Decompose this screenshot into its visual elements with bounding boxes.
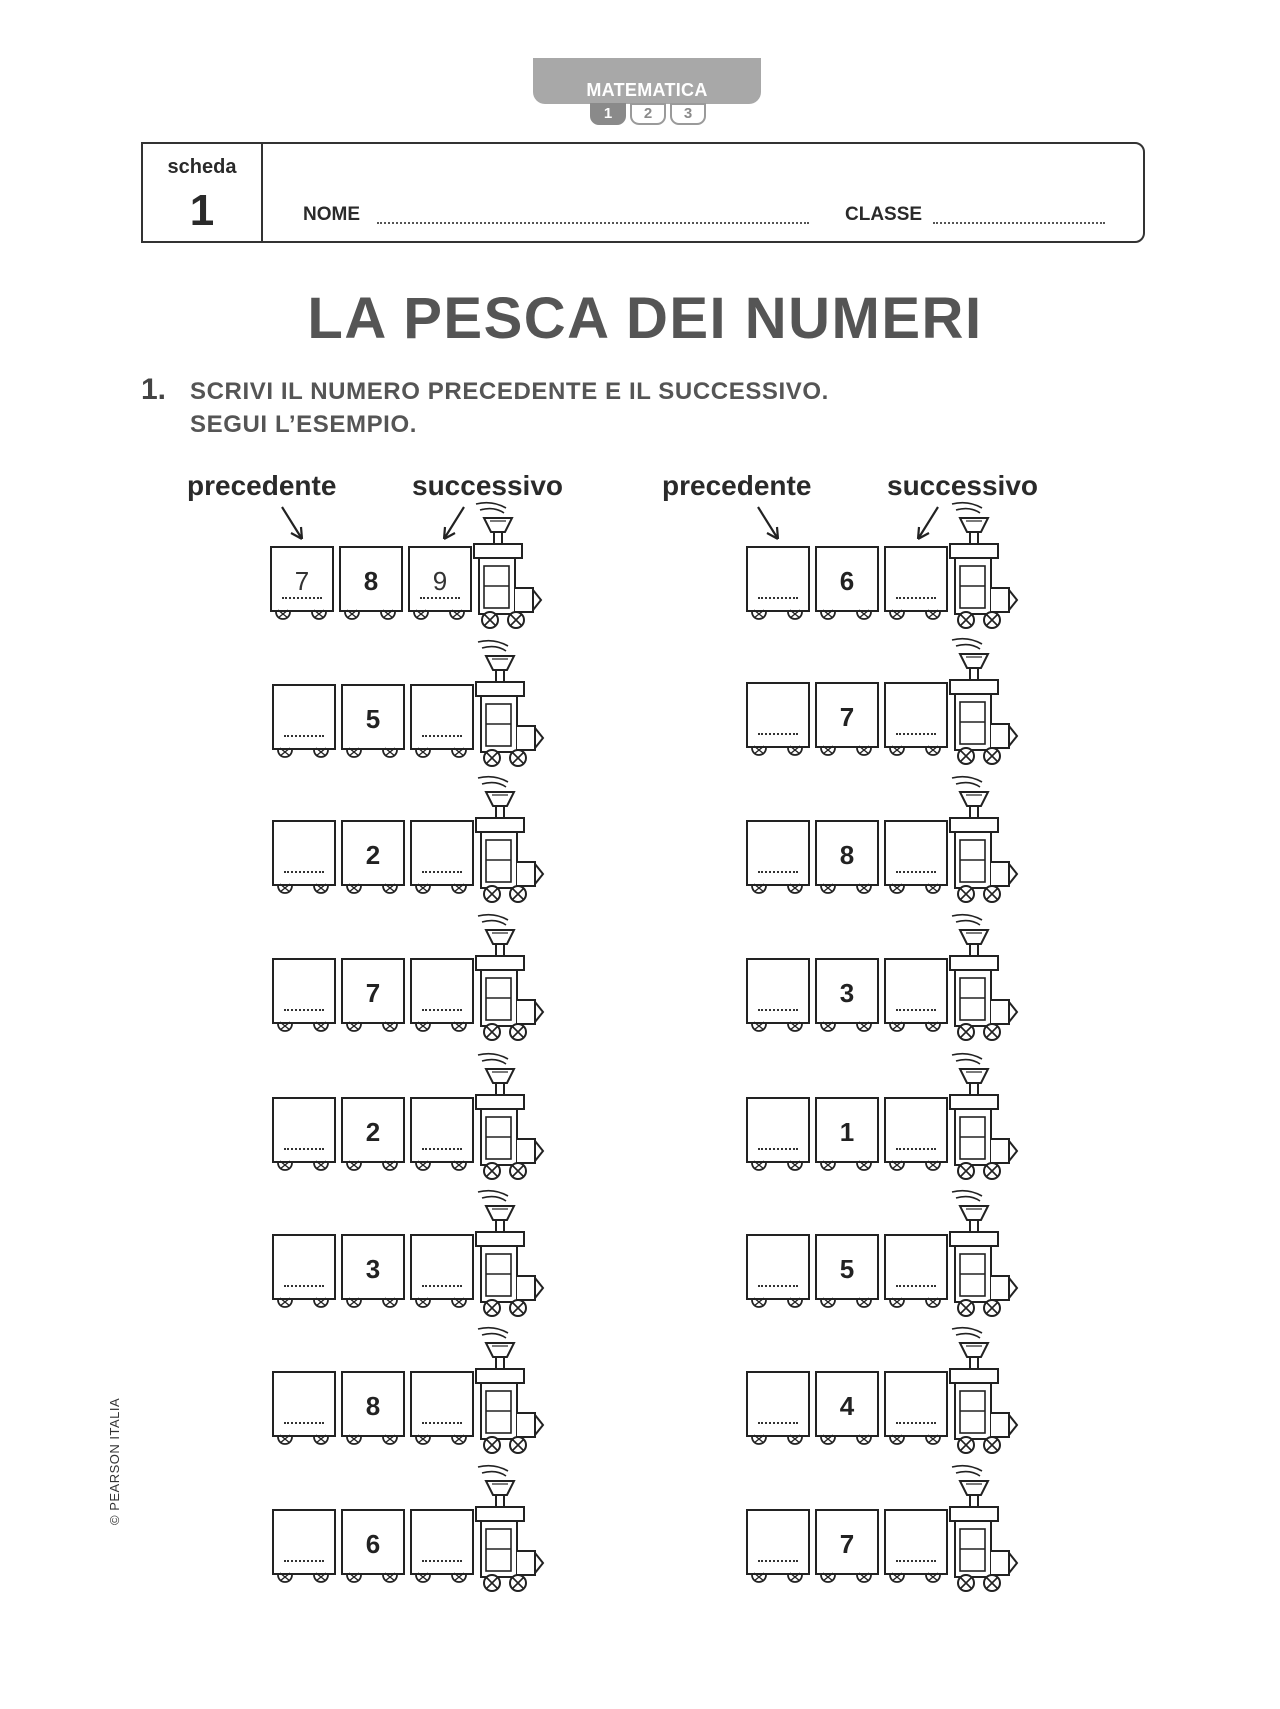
- answer-dotted-line: [758, 1560, 798, 1562]
- page-title: LA PESCA DEI NUMERI: [307, 286, 983, 351]
- next-car[interactable]: [410, 1234, 474, 1300]
- answer-dotted-line: [758, 733, 798, 735]
- level-3: 3: [670, 103, 706, 125]
- example-next-number: 9: [432, 566, 448, 596]
- answer-dotted-line: [422, 1422, 462, 1424]
- previous-car[interactable]: [272, 1371, 336, 1437]
- answer-dotted-line: [422, 1560, 462, 1562]
- previous-car[interactable]: [746, 1097, 810, 1163]
- example-given-car: [339, 546, 403, 612]
- given-number: 7: [839, 702, 855, 732]
- answer-dotted-line: [422, 735, 462, 737]
- given-number-car: [341, 1097, 405, 1163]
- previous-car[interactable]: [746, 1371, 810, 1437]
- previous-car[interactable]: [272, 1509, 336, 1575]
- scheda-number: 1: [189, 186, 215, 235]
- left-train-4: [272, 1097, 572, 1182]
- right-train-4: [746, 958, 1046, 1043]
- right-train-5: [746, 1097, 1046, 1182]
- answer-dotted-line: [282, 597, 322, 599]
- next-car[interactable]: [884, 1097, 948, 1163]
- answer-dotted-line: [284, 1285, 324, 1287]
- answer-dotted-line: [284, 1560, 324, 1562]
- right-train-7: [746, 1371, 1046, 1456]
- example-given-number: 8: [363, 566, 379, 596]
- given-number: 8: [839, 840, 855, 870]
- answer-dotted-line: [758, 1285, 798, 1287]
- next-car[interactable]: [884, 1509, 948, 1575]
- example-train: [270, 546, 570, 631]
- given-number: 8: [365, 1391, 381, 1421]
- answer-dotted-line: [422, 1148, 462, 1150]
- answer-dotted-line: [758, 1148, 798, 1150]
- right-train-8: [746, 1509, 1046, 1594]
- left-train-6: [272, 1371, 572, 1456]
- next-car[interactable]: [884, 820, 948, 886]
- level-indicator: [590, 103, 706, 125]
- previous-car[interactable]: [746, 682, 810, 748]
- given-number: 7: [365, 978, 381, 1008]
- car-wheels-icon: [746, 1569, 1046, 1595]
- car-wheels-icon: [272, 1157, 572, 1183]
- previous-car[interactable]: [272, 1234, 336, 1300]
- previous-car[interactable]: [746, 958, 810, 1024]
- arrow-down-left-icon: [434, 505, 474, 545]
- given-number-car: [815, 1097, 879, 1163]
- arrow-down-right-icon: [756, 505, 796, 545]
- next-car[interactable]: [884, 1234, 948, 1300]
- worksheet-header: [141, 142, 1145, 243]
- next-car[interactable]: [884, 682, 948, 748]
- given-number: 1: [839, 1117, 855, 1147]
- given-number: 3: [365, 1254, 381, 1284]
- instruction-line-1: SCRIVI IL NUMERO PRECEDENTE E IL SUCCESSIVO.: [190, 378, 829, 405]
- right-train-2: [746, 682, 1046, 767]
- name-label: NOME: [303, 204, 360, 225]
- given-number-car: [341, 684, 405, 750]
- exercise-number: 1.: [141, 373, 167, 406]
- copyright: © PEARSON ITALIA: [107, 1397, 122, 1525]
- car-wheels-icon: [746, 1018, 1046, 1044]
- given-number: 2: [365, 840, 381, 870]
- left-train-1: [272, 684, 572, 769]
- subject-tab: [533, 58, 761, 104]
- car-wheels-icon: [272, 1018, 572, 1044]
- answer-dotted-line: [896, 1285, 936, 1287]
- given-number: 5: [839, 1254, 855, 1284]
- next-car[interactable]: [884, 546, 948, 612]
- answer-dotted-line: [896, 733, 936, 735]
- arrow-down-left-icon: [908, 505, 948, 545]
- next-car[interactable]: [410, 820, 474, 886]
- car-wheels-icon: [272, 1431, 572, 1457]
- previous-car[interactable]: [746, 820, 810, 886]
- car-wheels-icon: [746, 1431, 1046, 1457]
- given-number: 7: [839, 1529, 855, 1559]
- answer-dotted-line: [284, 1009, 324, 1011]
- example-previous-number: 7: [294, 566, 310, 596]
- answer-dotted-line: [758, 1422, 798, 1424]
- left-next-label: successivo: [412, 470, 563, 501]
- given-number: 6: [365, 1529, 381, 1559]
- given-number-car: [815, 546, 879, 612]
- previous-car[interactable]: [746, 546, 810, 612]
- right-train-6: [746, 1234, 1046, 1319]
- given-number: 4: [839, 1391, 855, 1421]
- answer-dotted-line: [896, 1422, 936, 1424]
- answer-dotted-line: [420, 597, 460, 599]
- car-wheels-icon: [272, 744, 572, 770]
- example-previous-car: [270, 546, 334, 612]
- next-car[interactable]: [884, 1371, 948, 1437]
- arrow-down-right-icon: [280, 505, 320, 545]
- given-number-car: [815, 1509, 879, 1575]
- answer-dotted-line: [422, 1009, 462, 1011]
- next-car[interactable]: [884, 958, 948, 1024]
- car-wheels-icon: [746, 742, 1046, 768]
- class-field[interactable]: [933, 222, 1105, 224]
- left-previous-label: precedente: [187, 470, 337, 501]
- scheda-cell: [143, 144, 263, 241]
- given-number: 3: [839, 978, 855, 1008]
- given-number-car: [815, 958, 879, 1024]
- name-field[interactable]: [377, 222, 809, 224]
- left-train-2: [272, 820, 572, 905]
- example-next-car: [408, 546, 472, 612]
- given-number-car: [815, 1371, 879, 1437]
- answer-dotted-line: [896, 871, 936, 873]
- answer-dotted-line: [758, 597, 798, 599]
- car-wheels-icon: [746, 880, 1046, 906]
- answer-dotted-line: [758, 871, 798, 873]
- right-next-label: successivo: [887, 470, 1038, 501]
- answer-dotted-line: [284, 735, 324, 737]
- left-train-3: [272, 958, 572, 1043]
- car-wheels-icon: [272, 1294, 572, 1320]
- car-wheels-icon: [270, 606, 570, 632]
- previous-car[interactable]: [272, 958, 336, 1024]
- next-car[interactable]: [410, 1509, 474, 1575]
- previous-car[interactable]: [746, 1234, 810, 1300]
- next-car[interactable]: [410, 1371, 474, 1437]
- answer-dotted-line: [896, 597, 936, 599]
- car-wheels-icon: [272, 1569, 572, 1595]
- car-wheels-icon: [272, 880, 572, 906]
- left-train-5: [272, 1234, 572, 1319]
- answer-dotted-line: [758, 1009, 798, 1011]
- next-car[interactable]: [410, 684, 474, 750]
- car-wheels-icon: [746, 1157, 1046, 1183]
- class-label: CLASSE: [845, 204, 923, 225]
- answer-dotted-line: [422, 1285, 462, 1287]
- left-train-7: [272, 1509, 572, 1594]
- scheda-label: scheda: [167, 156, 237, 178]
- instruction-line-2: SEGUI L’ESEMPIO.: [190, 411, 417, 438]
- car-wheels-icon: [746, 606, 1046, 632]
- subject-title: MATEMATICA: [586, 80, 708, 100]
- answer-dotted-line: [284, 871, 324, 873]
- given-number: 2: [365, 1117, 381, 1147]
- given-number-car: [815, 820, 879, 886]
- level-1: 1: [590, 103, 626, 125]
- given-number-car: [341, 958, 405, 1024]
- given-number-car: [341, 820, 405, 886]
- answer-dotted-line: [896, 1009, 936, 1011]
- given-number: 5: [365, 704, 381, 734]
- next-car[interactable]: [410, 958, 474, 1024]
- previous-car[interactable]: [746, 1509, 810, 1575]
- given-number: 6: [839, 566, 855, 596]
- previous-car[interactable]: [272, 684, 336, 750]
- answer-dotted-line: [284, 1422, 324, 1424]
- previous-car[interactable]: [272, 1097, 336, 1163]
- previous-car[interactable]: [272, 820, 336, 886]
- car-wheels-icon: [746, 1294, 1046, 1320]
- given-number-car: [341, 1371, 405, 1437]
- answer-dotted-line: [284, 1148, 324, 1150]
- given-number-car: [815, 1234, 879, 1300]
- right-previous-label: precedente: [662, 470, 812, 501]
- right-train-1: [746, 546, 1046, 631]
- given-number-car: [341, 1234, 405, 1300]
- right-train-3: [746, 820, 1046, 905]
- answer-dotted-line: [896, 1560, 936, 1562]
- answer-dotted-line: [422, 871, 462, 873]
- next-car[interactable]: [410, 1097, 474, 1163]
- given-number-car: [341, 1509, 405, 1575]
- answer-dotted-line: [896, 1148, 936, 1150]
- given-number-car: [815, 682, 879, 748]
- level-2: 2: [630, 103, 666, 125]
